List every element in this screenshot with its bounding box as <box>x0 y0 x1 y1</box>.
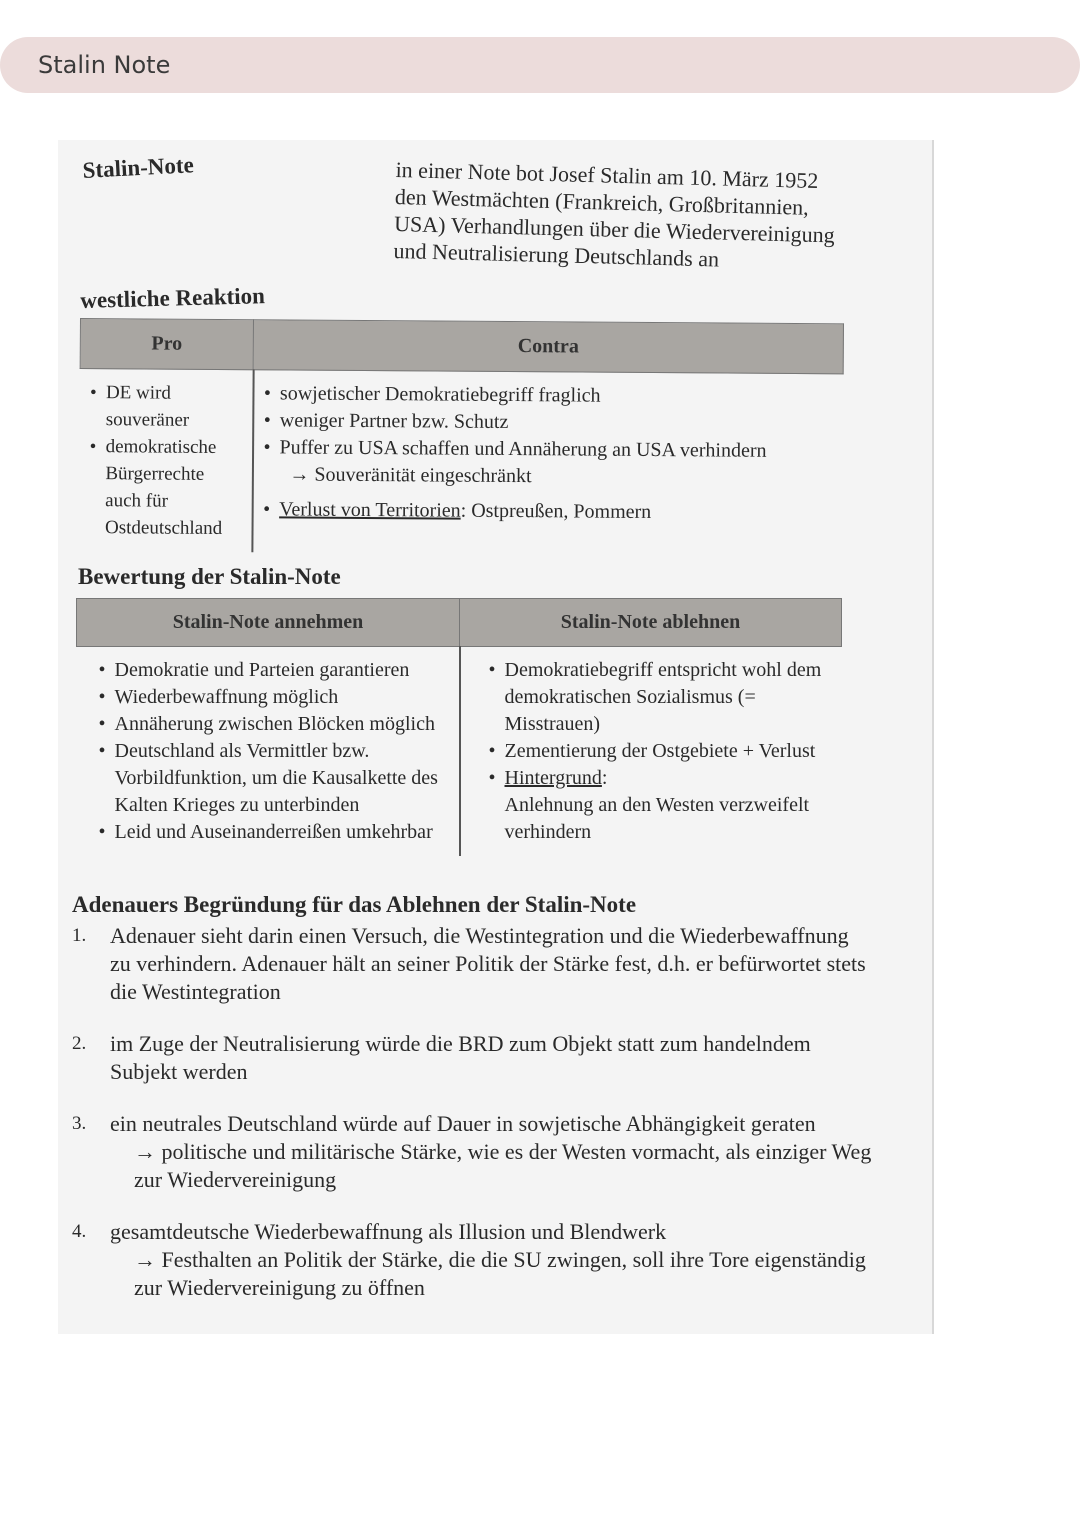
contra-item: • Puffer zu USA schaffen und Annäherung an USA verhindern <box>280 434 835 465</box>
title-bar <box>0 37 1080 93</box>
background-colon: : <box>601 767 608 789</box>
background-text: Anlehnung an den Westen verzweifelt verhindern <box>504 794 810 843</box>
item-text: im Zuge der Neutralisierung würde die BRD zum Objekt statt zum handelndem Subjekt werden <box>110 1031 811 1084</box>
intro-label: Stalin-Note <box>82 152 195 183</box>
accept-cell <box>77 647 460 857</box>
note-title: Stalin Note <box>38 51 171 79</box>
reaction-table <box>78 318 844 556</box>
reject-item: • Demokratiebegriff entspricht wohl dem demokratischen Sozialismus (= Misstrauen) <box>505 657 834 738</box>
adenauer-item <box>72 1110 872 1194</box>
contra-cell <box>252 370 843 557</box>
territories-label: Verlust von Territorien <box>279 498 461 522</box>
item-subpoint: → politische und militärische Stärke, wie es der Westen vormacht, als einziger Weg zur Wiedervereinigung <box>134 1139 872 1192</box>
adenauer-item <box>72 922 872 1006</box>
reaction-title: westliche Reaktion <box>80 283 266 313</box>
evaluation-table <box>76 598 842 856</box>
accept-item: • Deutschland als Vermittler bzw. Vorbildfunktion, um die Kausalkette des Kalten Krieges zu unterbinden <box>115 738 451 819</box>
intro-text: in einer Note bot Josef Stalin am 10. März 1952 den Westmächten (Frankreich, Großbritannien, USA) Verhandlungen über die Wiedervereinigung und Neutralisierung Deutschlands an <box>393 156 836 272</box>
adenauer-item <box>72 1218 872 1302</box>
contra-item: • sowjetischer Demokratiebegriff fraglich <box>280 380 835 411</box>
item-number: 2. <box>72 1033 87 1054</box>
adenauer-title: Adenauers Begründung für das Ablehnen der Stalin-Note <box>72 892 637 917</box>
contra-header: Contra <box>253 320 843 374</box>
reject-header: Stalin-Note ablehnen <box>460 599 842 647</box>
pro-item: • demokratische Bürgerrechte auch für Ostdeutschland <box>105 433 244 542</box>
contra-arrow-line: → Souveränität eingeschränkt <box>289 463 532 488</box>
accept-item: • Annäherung zwischen Blöcken möglich <box>115 711 451 738</box>
contra-item: • weniger Partner bzw. Schutz <box>280 407 835 438</box>
item-text: ein neutrales Deutschland würde auf Dauer in sowjetische Abhängigkeit geraten <box>110 1111 816 1136</box>
accept-header: Stalin-Note annehmen <box>77 599 460 647</box>
accept-item: • Wiederbewaffnung möglich <box>115 684 451 711</box>
background-label: Hintergrund <box>504 767 602 789</box>
item-text: Adenauer sieht darin einen Versuch, die Westintegration und die Wiederbewaffnung zu verhindern. Adenauer hält an seiner Politik der Stärke fest, d.h. er befürwortet stets die Westintegration <box>110 923 866 1004</box>
contra-item-territories <box>279 496 834 527</box>
adenauer-item <box>72 1030 872 1086</box>
reject-cell <box>460 647 842 857</box>
territories-text: : Ostpreußen, Pommern <box>460 499 652 523</box>
item-number: 1. <box>72 925 87 946</box>
item-text: gesamtdeutsche Wiederbewaffnung als Illusion und Blendwerk <box>110 1219 667 1244</box>
pro-cell <box>79 369 253 553</box>
item-number: 3. <box>72 1113 87 1134</box>
item-number: 4. <box>72 1221 87 1242</box>
evaluation-title: Bewertung der Stalin-Note <box>78 564 341 589</box>
accept-item: • Leid und Auseinanderreißen umkehrbar <box>115 819 451 846</box>
pro-item: • DE wird souveräner <box>106 379 244 434</box>
reject-item-background <box>505 765 834 846</box>
reject-item: • Zementierung der Ostgebiete + Verlust <box>505 738 834 765</box>
pro-header: Pro <box>80 319 253 370</box>
item-subpoint: → Festhalten an Politik der Stärke, die die SU zwingen, soll ihre Tore eigenständig zur Wiedervereinigung zu öffnen <box>134 1247 866 1300</box>
adenauer-list <box>72 922 872 1326</box>
accept-item: • Demokratie und Parteien garantieren <box>115 657 451 684</box>
scanned-page <box>58 140 934 1334</box>
